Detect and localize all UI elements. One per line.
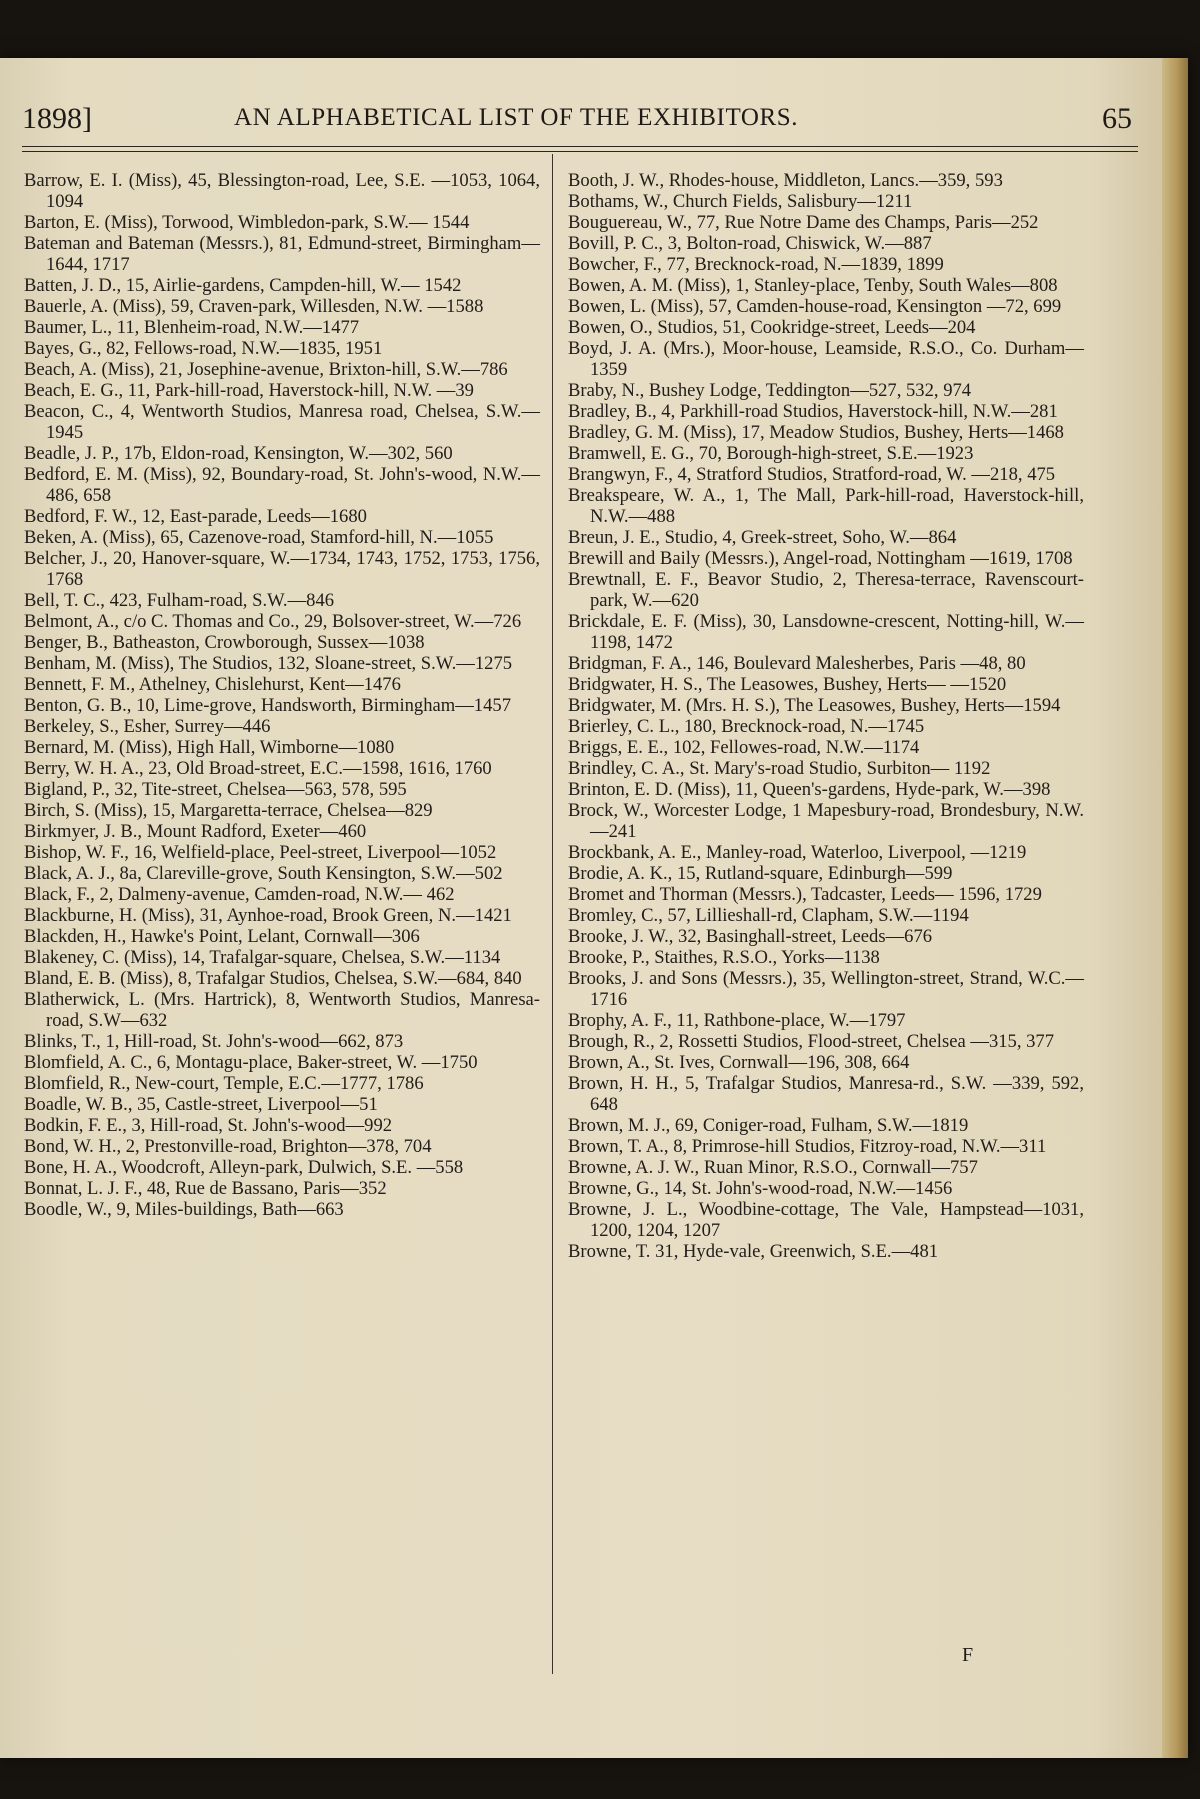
header-rule-thin xyxy=(22,151,1138,152)
exhibitor-entry: Bland, E. B. (Miss), 8, Trafalgar Studios, Chelsea, S.W.—684, 840 xyxy=(24,968,522,989)
exhibitor-entry: Bishop, W. F., 16, Welfield-place, Peel-street, Liverpool—1052 xyxy=(24,842,497,863)
exhibitor-entry: Barton, E. (Miss), Torwood, Wimbledon-park, S.W.— 1544 xyxy=(24,212,470,233)
exhibitor-entry: Bridgwater, M. (Mrs. H. S.), The Leasowes, Bushey, Herts—1594 xyxy=(568,695,1061,716)
exhibitor-entry: Brown, T. A., 8, Primrose-hill Studios, Fitzroy-road, N.W.—311 xyxy=(568,1136,1047,1157)
exhibitor-entry: Bothams, W., Church Fields, Salisbury—1211 xyxy=(568,191,913,212)
exhibitor-entry: Brown, M. J., 69, Coniger-road, Fulham, S.W.—1819 xyxy=(568,1115,969,1136)
exhibitor-entry: Blackburne, H. (Miss), 31, Aynhoe-road, Brook Green, N.—1421 xyxy=(24,905,512,926)
exhibitor-entry: Brown, H. H., 5, Trafalgar Studios, Manresa-rd., S.W. —339, 592, 648 xyxy=(568,1073,1084,1115)
exhibitor-entry: Brooks, J. and Sons (Messrs.), 35, Wellington-street, Strand, W.C.—1716 xyxy=(568,968,1084,1010)
exhibitor-entry: Bromley, C., 57, Lillieshall-rd, Clapham, S.W.—1194 xyxy=(568,905,969,926)
exhibitor-entry: Brooke, P., Staithes, R.S.O., Yorks—1138 xyxy=(568,947,880,968)
exhibitor-entry: Bedford, F. W., 12, East-parade, Leeds—1680 xyxy=(24,506,367,527)
exhibitor-entry: Bonnat, L. J. F., 48, Rue de Bassano, Paris—352 xyxy=(24,1178,387,1199)
exhibitor-entry: Bone, H. A., Woodcroft, Alleyn-park, Dulwich, S.E. —558 xyxy=(24,1157,464,1178)
exhibitor-entry: Breun, J. E., Studio, 4, Greek-street, Soho, W.—864 xyxy=(568,527,957,548)
exhibitor-entry: Bromet and Thorman (Messrs.), Tadcaster, Leeds— 1596, 1729 xyxy=(568,884,1042,905)
exhibitor-entry: Blackden, H., Hawke's Point, Lelant, Cornwall—306 xyxy=(24,926,420,947)
header-rule xyxy=(22,146,1138,147)
exhibitor-entry: Brangwyn, F., 4, Stratford Studios, Stratford-road, W. —218, 475 xyxy=(568,464,1056,485)
exhibitor-entry: Blomfield, R., New-court, Temple, E.C.—1777, 1786 xyxy=(24,1073,424,1094)
exhibitor-entry: Bateman and Bateman (Messrs.), 81, Edmund-street, Birmingham—1644, 1717 xyxy=(24,233,540,275)
left-column xyxy=(24,170,540,1220)
exhibitor-entry: Brewill and Baily (Messrs.), Angel-road, Nottingham —1619, 1708 xyxy=(568,548,1073,569)
exhibitor-entry: Brown, A., St. Ives, Cornwall—196, 308, 664 xyxy=(568,1052,910,1073)
exhibitor-entry: Bodkin, F. E., 3, Hill-road, St. John's-wood—992 xyxy=(24,1115,393,1136)
exhibitor-entry: Bowen, A. M. (Miss), 1, Stanley-place, Tenby, South Wales—808 xyxy=(568,275,1058,296)
right-column xyxy=(568,170,1084,1262)
exhibitor-entry: Brough, R., 2, Rossetti Studios, Flood-street, Chelsea —315, 377 xyxy=(568,1031,1055,1052)
exhibitor-entry: Boyd, J. A. (Mrs.), Moor-house, Leamside, R.S.O., Co. Durham—1359 xyxy=(568,338,1084,380)
exhibitor-entry: Bouguereau, W., 77, Rue Notre Dame des Champs, Paris—252 xyxy=(568,212,1039,233)
exhibitor-entry: Baumer, L., 11, Blenheim-road, N.W.—1477 xyxy=(24,317,360,338)
exhibitor-entry: Bovill, P. C., 3, Bolton-road, Chiswick, W.—887 xyxy=(568,233,932,254)
column-divider xyxy=(552,154,553,1674)
exhibitor-entry: Browne, A. J. W., Ruan Minor, R.S.O., Cornwall—757 xyxy=(568,1157,978,1178)
exhibitor-entry: Bradley, B., 4, Parkhill-road Studios, Haverstock-hill, N.W.—281 xyxy=(568,401,1058,422)
exhibitor-entry: Boodle, W., 9, Miles-buildings, Bath—663 xyxy=(24,1199,344,1220)
exhibitor-entry: Bridgwater, H. S., The Leasowes, Bushey, Herts— —1520 xyxy=(568,674,1007,695)
exhibitor-entry: Brickdale, E. F. (Miss), 30, Lansdowne-crescent, Notting-hill, W.—1198, 1472 xyxy=(568,611,1084,653)
exhibitor-entry: Bigland, P., 32, Tite-street, Chelsea—563, 578, 595 xyxy=(24,779,407,800)
exhibitor-entry: Beadle, J. P., 17b, Eldon-road, Kensington, W.—302, 560 xyxy=(24,443,453,464)
exhibitor-entry: Blatherwick, L. (Mrs. Hartrick), 8, Wentworth Studios, Manresa-road, S.W—632 xyxy=(24,989,540,1031)
exhibitor-entry: Benton, G. B., 10, Lime-grove, Handsworth, Birmingham—1457 xyxy=(24,695,511,716)
exhibitor-entry: Blomfield, A. C., 6, Montagu-place, Baker-street, W. —1750 xyxy=(24,1052,478,1073)
exhibitor-entry: Brooke, J. W., 32, Basinghall-street, Leeds—676 xyxy=(568,926,933,947)
exhibitor-entry: Brinton, E. D. (Miss), 11, Queen's-gardens, Hyde-park, W.—398 xyxy=(568,779,1051,800)
exhibitor-entry: Bell, T. C., 423, Fulham-road, S.W.—846 xyxy=(24,590,335,611)
exhibitor-entry: Beach, A. (Miss), 21, Josephine-avenue, Brixton-hill, S.W.—786 xyxy=(24,359,508,380)
exhibitor-entry: Bowen, O., Studios, 51, Cookridge-street, Leeds—204 xyxy=(568,317,976,338)
exhibitor-entry: Bennett, F. M., Athelney, Chislehurst, Kent—1476 xyxy=(24,674,401,695)
exhibitor-entry: Bayes, G., 82, Fellows-road, N.W.—1835, 1951 xyxy=(24,338,383,359)
exhibitor-entry: Black, A. J., 8a, Clareville-grove, South Kensington, S.W.—502 xyxy=(24,863,503,884)
header-title: AN ALPHABETICAL LIST OF THE EXHIBITORS. xyxy=(234,104,799,131)
exhibitor-entry: Beach, E. G., 11, Park-hill-road, Haverstock-hill, N.W. —39 xyxy=(24,380,474,401)
exhibitor-entry: Brodie, A. K., 15, Rutland-square, Edinburgh—599 xyxy=(568,863,953,884)
exhibitor-entry: Blakeney, C. (Miss), 14, Trafalgar-square, Chelsea, S.W.—1134 xyxy=(24,947,501,968)
exhibitor-entry: Breakspeare, W. A., 1, The Mall, Park-hill-road, Haverstock-hill, N.W.—488 xyxy=(568,485,1084,527)
header-year: 1898] xyxy=(22,102,92,135)
exhibitor-entry: Browne, G., 14, St. John's-wood-road, N.W.—1456 xyxy=(568,1178,953,1199)
exhibitor-entry: Barrow, E. I. (Miss), 45, Blessington-road, Lee, S.E. —1053, 1064, 1094 xyxy=(24,170,540,212)
exhibitor-entry: Brock, W., Worcester Lodge, 1 Mapesbury-road, Brondesbury, N.W.—241 xyxy=(568,800,1084,842)
exhibitor-entry: Braby, N., Bushey Lodge, Teddington—527, 532, 974 xyxy=(568,380,972,401)
exhibitor-entry: Bridgman, F. A., 146, Boulevard Malesherbes, Paris —48, 80 xyxy=(568,653,1026,674)
exhibitor-entry: Brockbank, A. E., Manley-road, Waterloo, Liverpool, —1219 xyxy=(568,842,1027,863)
exhibitor-entry: Belmont, A., c/o C. Thomas and Co., 29, Bolsover-street, W.—726 xyxy=(24,611,522,632)
exhibitor-entry: Batten, J. D., 15, Airlie-gardens, Campden-hill, W.— 1542 xyxy=(24,275,462,296)
exhibitor-entry: Brophy, A. F., 11, Rathbone-place, W.—1797 xyxy=(568,1010,906,1031)
exhibitor-entry: Bauerle, A. (Miss), 59, Craven-park, Willesden, N.W. —1588 xyxy=(24,296,484,317)
exhibitor-entry: Beacon, C., 4, Wentworth Studios, Manresa road, Chelsea, S.W.—1945 xyxy=(24,401,540,443)
exhibitor-entry: Berkeley, S., Esher, Surrey—446 xyxy=(24,716,271,737)
page-number: 65 xyxy=(1102,102,1132,135)
page-header xyxy=(22,102,1132,142)
exhibitor-entry: Brierley, C. L., 180, Brecknock-road, N.—1745 xyxy=(568,716,925,737)
exhibitor-entry: Boadle, W. B., 35, Castle-street, Liverpool—51 xyxy=(24,1094,378,1115)
exhibitor-entry: Benger, B., Batheaston, Crowborough, Sussex—1038 xyxy=(24,632,425,653)
page-edge xyxy=(1162,58,1188,1758)
exhibitor-entry: Black, F., 2, Dalmeny-avenue, Camden-road, N.W.— 462 xyxy=(24,884,455,905)
exhibitor-entry: Browne, J. L., Woodbine-cottage, The Vale, Hampstead—1031, 1200, 1204, 1207 xyxy=(568,1199,1084,1241)
exhibitor-entry: Blinks, T., 1, Hill-road, St. John's-wood—662, 873 xyxy=(24,1031,404,1052)
exhibitor-entry: Benham, M. (Miss), The Studios, 132, Sloane-street, S.W.—1275 xyxy=(24,653,513,674)
exhibitor-entry: Birkmyer, J. B., Mount Radford, Exeter—460 xyxy=(24,821,367,842)
exhibitor-entry: Bernard, M. (Miss), High Hall, Wimborne—1080 xyxy=(24,737,395,758)
exhibitor-entry: Brindley, C. A., St. Mary's-road Studio, Surbiton— 1192 xyxy=(568,758,991,779)
exhibitor-entry: Bowen, L. (Miss), 57, Camden-house-road, Kensington —72, 699 xyxy=(568,296,1062,317)
exhibitor-entry: Berry, W. H. A., 23, Old Broad-street, E.C.—1598, 1616, 1760 xyxy=(24,758,492,779)
exhibitor-entry: Bond, W. H., 2, Prestonville-road, Brighton—378, 704 xyxy=(24,1136,432,1157)
exhibitor-entry: Browne, T. 31, Hyde-vale, Greenwich, S.E.—481 xyxy=(568,1241,939,1262)
exhibitor-entry: Bramwell, E. G., 70, Borough-high-street, S.E.—1923 xyxy=(568,443,974,464)
exhibitor-entry: Brewtnall, E. F., Beavor Studio, 2, Theresa-terrace, Ravenscourt-park, W.—620 xyxy=(568,569,1084,611)
exhibitor-entry: Beken, A. (Miss), 65, Cazenove-road, Stamford-hill, N.—1055 xyxy=(24,527,494,548)
exhibitor-entry: Booth, J. W., Rhodes-house, Middleton, Lancs.—359, 593 xyxy=(568,170,1003,191)
exhibitor-entry: Birch, S. (Miss), 15, Margaretta-terrace, Chelsea—829 xyxy=(24,800,433,821)
exhibitor-entry: Bowcher, F., 77, Brecknock-road, N.—1839, 1899 xyxy=(568,254,944,275)
exhibitor-entry: Briggs, E. E., 102, Fellowes-road, N.W.—1174 xyxy=(568,737,920,758)
signature-mark: F xyxy=(962,1644,974,1666)
exhibitor-entry: Bedford, E. M. (Miss), 92, Boundary-road, St. John's-wood, N.W.—486, 658 xyxy=(24,464,540,506)
book-page xyxy=(0,58,1188,1758)
exhibitor-entry: Bradley, G. M. (Miss), 17, Meadow Studios, Bushey, Herts—1468 xyxy=(568,422,1064,443)
exhibitor-entry: Belcher, J., 20, Hanover-square, W.—1734, 1743, 1752, 1753, 1756, 1768 xyxy=(24,548,540,590)
